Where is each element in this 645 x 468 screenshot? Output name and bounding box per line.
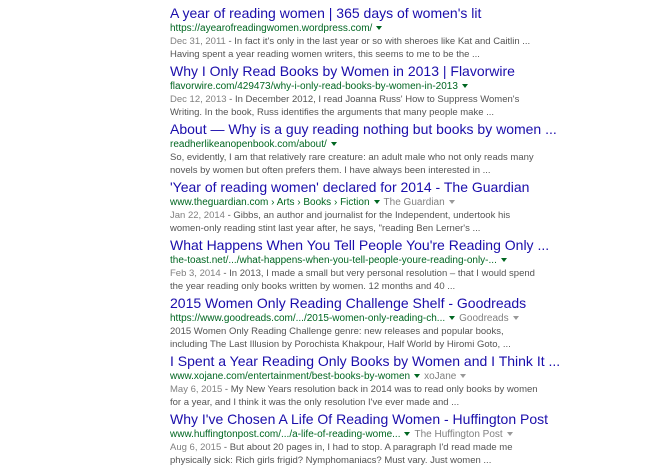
search-result xyxy=(170,62,640,119)
snippet-line xyxy=(170,441,640,454)
snippet-line xyxy=(170,209,640,222)
snippet-line: 2015 Women Only Reading Challenge genre: new releases and popular books, xyxy=(170,326,504,337)
result-title-link[interactable]: Why I've Chosen A Life Of Reading Women - Huffington Post xyxy=(170,411,549,427)
snippet-line xyxy=(170,267,640,280)
search-result xyxy=(170,4,640,61)
search-result xyxy=(170,120,640,177)
result-snippet xyxy=(170,93,640,119)
snippet-line: women-only reading stint last year after, he says, "reading Ben Lerner's ... xyxy=(170,223,481,234)
result-url-line xyxy=(170,138,640,151)
snippet-line: Writing. In the book, Russ identifies the arguments that many people make ... xyxy=(170,107,495,118)
caret-down-icon[interactable] xyxy=(501,258,507,262)
result-source: The Huffington Post xyxy=(414,429,503,440)
result-url: www.theguardian.com › Arts › Books › Fiction xyxy=(170,197,370,208)
caret-down-icon[interactable] xyxy=(331,142,337,146)
result-title-link[interactable]: 'Year of reading women' declared for 2014 - The Guardian xyxy=(170,179,530,195)
result-source: The Guardian xyxy=(383,197,445,208)
caret-down-icon[interactable] xyxy=(460,374,466,378)
result-url: https://www.goodreads.com/.../2015-women-only-reading-ch... xyxy=(170,313,446,324)
snippet-line: Having spent a year reading women writers, this seems to me to be the ... xyxy=(170,49,480,60)
search-result xyxy=(170,294,640,351)
result-url: readherlikeanopenbook.com/about/ xyxy=(170,139,327,150)
result-url: https://ayearofreadingwomen.wordpress.com/ xyxy=(170,23,373,34)
result-title-link[interactable]: A year of reading women | 365 days of women's lit xyxy=(170,5,482,21)
result-source: Goodreads xyxy=(459,313,509,324)
result-url: www.xojane.com/entertainment/best-books-by-women xyxy=(170,371,411,382)
caret-down-icon[interactable] xyxy=(507,432,513,436)
search-result xyxy=(170,352,640,409)
snippet-line xyxy=(170,93,640,106)
snippet-text: - In December 2012, I read Joanna Russ' How to Suppress Women's xyxy=(226,94,520,105)
result-title-link[interactable]: I Spent a Year Reading Only Books by Women and I Think It ... xyxy=(170,353,561,369)
result-date: Dec 12, 2013 xyxy=(170,94,227,105)
caret-down-icon[interactable] xyxy=(374,200,380,204)
caret-down-icon[interactable] xyxy=(376,26,382,30)
caret-down-icon[interactable] xyxy=(449,316,455,320)
result-source: xoJane xyxy=(424,371,457,382)
search-result xyxy=(170,236,640,293)
snippet-text: - In 2013, I made a small but very personal resolution – that I would spend xyxy=(220,268,535,279)
result-title-link[interactable]: About — Why is a guy reading nothing but books by women ... xyxy=(170,121,557,137)
snippet-line xyxy=(170,35,640,48)
snippet-text: - In fact it's only in the last year or so with sheroes like Kat and Caitlin ... xyxy=(225,36,531,47)
snippet-line: including The Last Illusion by Porochista Khakpour, Half World by Hiromi Goto, ... xyxy=(170,339,511,350)
result-snippet xyxy=(170,209,640,235)
result-snippet xyxy=(170,35,640,61)
snippet-line: for a year, and I think it was the only resolution I've ever made and ... xyxy=(170,397,460,408)
result-snippet xyxy=(170,151,640,177)
result-snippet xyxy=(170,267,640,293)
result-snippet xyxy=(170,325,640,351)
caret-down-icon[interactable] xyxy=(513,316,519,320)
result-date: May 6, 2015 xyxy=(170,384,223,395)
caret-down-icon[interactable] xyxy=(449,200,455,204)
snippet-line: novels by women but often prefers them. I have always been interested in ... xyxy=(170,165,491,176)
snippet-text: - But about 20 pages in, I had to stop. A paragraph I'd read made me xyxy=(221,442,513,453)
caret-down-icon[interactable] xyxy=(462,84,468,88)
snippet-text: - My New Years resolution back in 2014 was to read only books by women xyxy=(222,384,538,395)
result-url-line xyxy=(170,254,640,267)
result-url-line xyxy=(170,370,640,383)
result-snippet xyxy=(170,441,640,467)
result-url-line xyxy=(170,196,640,209)
snippet-line: So, evidently, I am that relatively rare creature: an adult male who not only reads many xyxy=(170,152,534,163)
result-date: Jan 22, 2014 xyxy=(170,210,225,221)
snippet-line: the year reading only books written by women. 12 months and 40 ... xyxy=(170,281,456,292)
result-snippet xyxy=(170,383,640,409)
result-url-line xyxy=(170,428,640,441)
result-url-line xyxy=(170,312,640,325)
snippet-line: physically sick: Rich girls frigid? Nymphomaniacs? Must vary. Just women ... xyxy=(170,455,492,466)
result-url: www.huffingtonpost.com/.../a-life-of-reading-wome... xyxy=(170,429,401,440)
result-title-link[interactable]: What Happens When You Tell People You're Reading Only ... xyxy=(170,237,550,253)
result-url-line xyxy=(170,80,640,93)
result-date: Feb 3, 2014 xyxy=(170,268,221,279)
search-result xyxy=(170,410,640,467)
caret-down-icon[interactable] xyxy=(414,374,420,378)
result-date: Dec 31, 2011 xyxy=(170,36,226,47)
snippet-text: - Gibbs, an author and journalist for the Independent, undertook his xyxy=(224,210,511,221)
result-url-line xyxy=(170,22,640,35)
result-title-link[interactable]: Why I Only Read Books by Women in 2013 | Flavorwire xyxy=(170,63,515,79)
result-title-link[interactable]: 2015 Women Only Reading Challenge Shelf - Goodreads xyxy=(170,295,527,311)
result-url: flavorwire.com/429473/why-i-only-read-books-by-women-in-2013 xyxy=(170,81,458,92)
search-result xyxy=(170,178,640,235)
result-date: Aug 6, 2015 xyxy=(170,442,222,453)
result-url: the-toast.net/.../what-happens-when-you-tell-people-youre-reading-only-... xyxy=(170,255,497,266)
snippet-line xyxy=(170,383,640,396)
caret-down-icon[interactable] xyxy=(404,432,410,436)
